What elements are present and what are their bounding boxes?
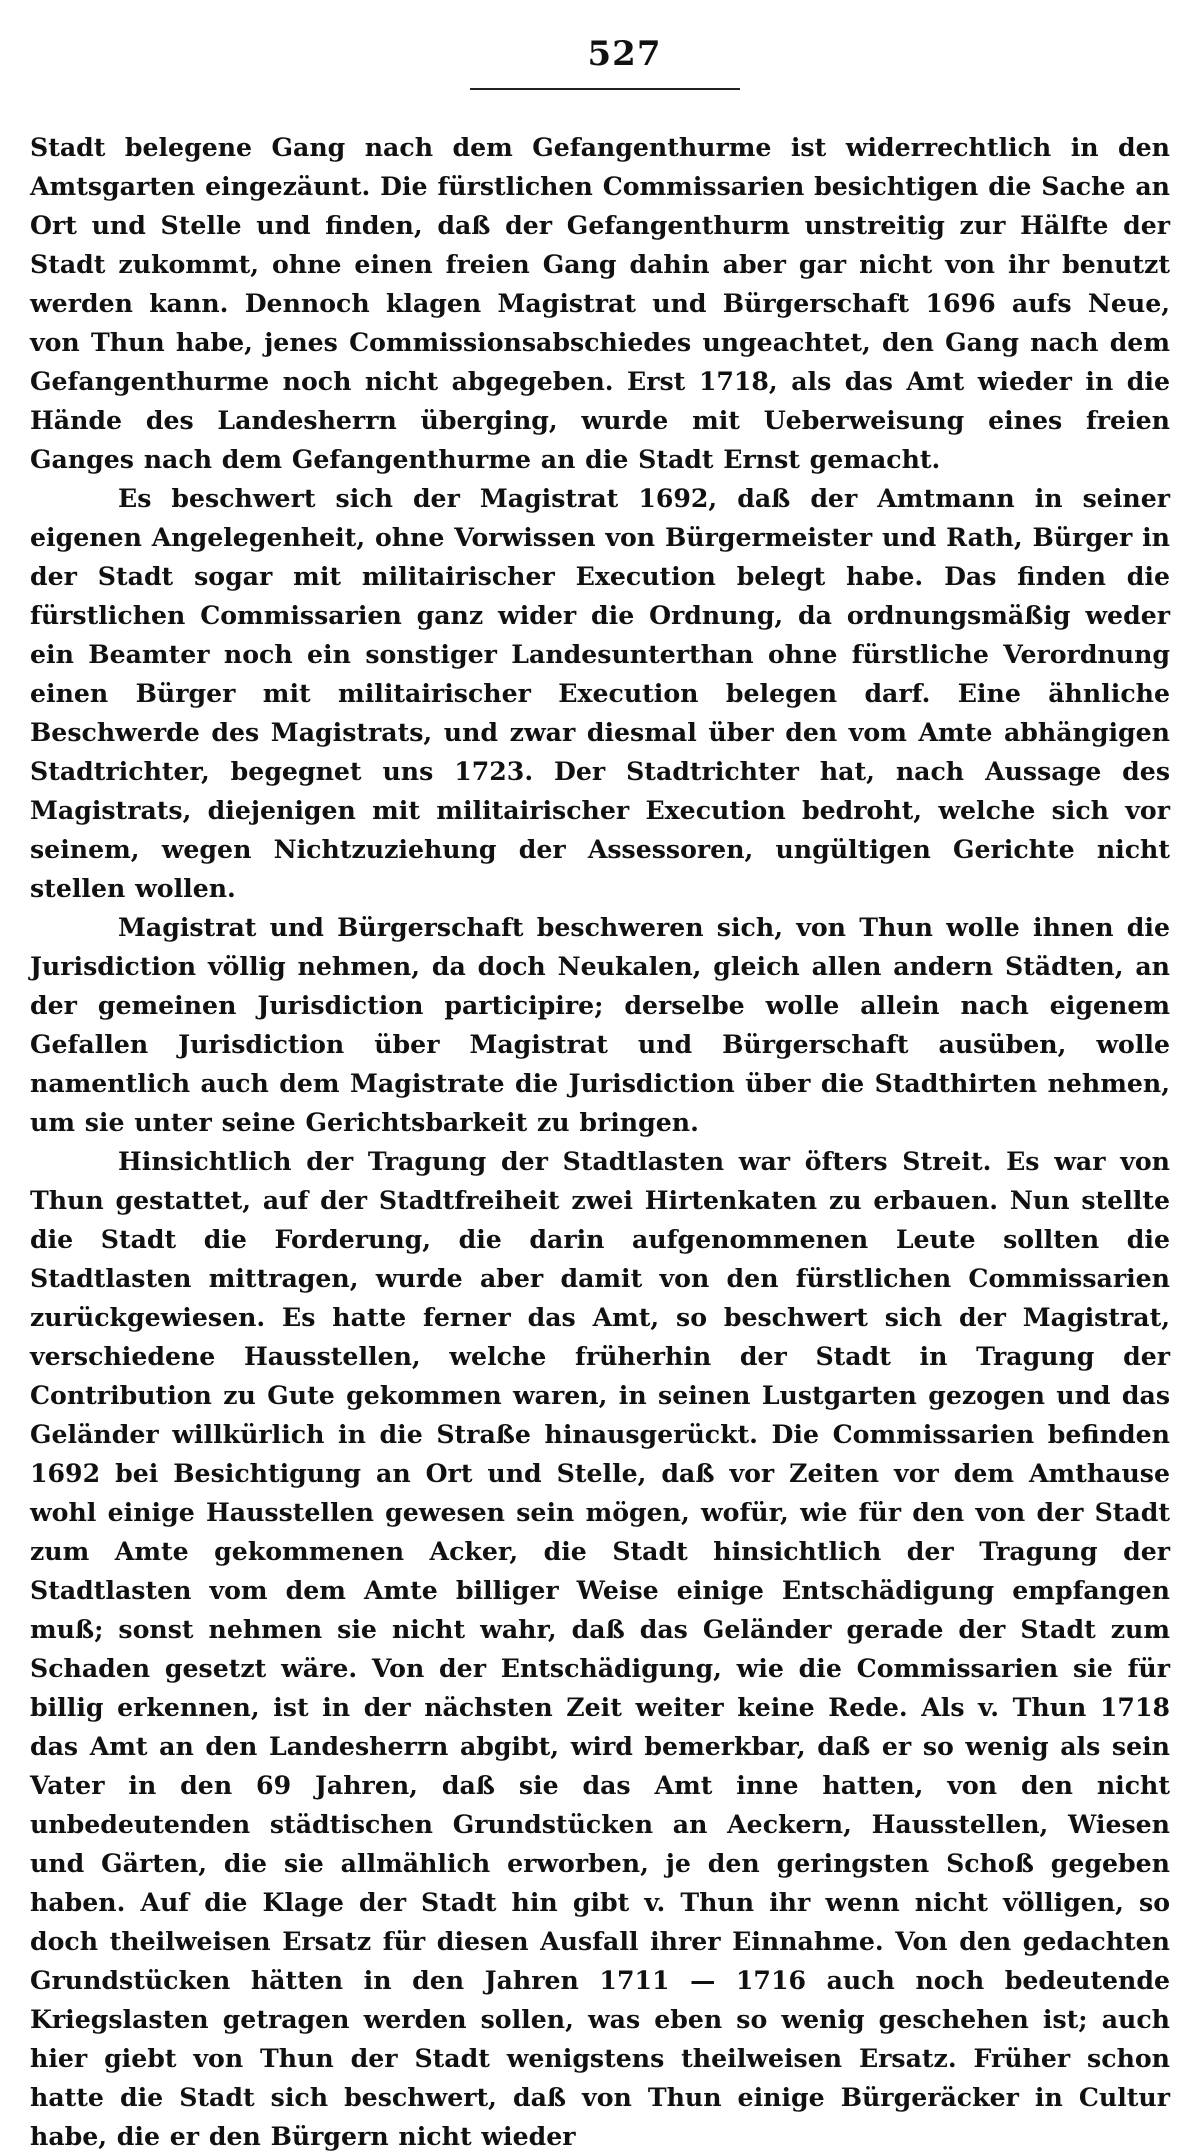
paragraph-4: Hinsichtlich der Tragung der Stadtlasten war öfters Streit. Es war von Thun gestattet, auf der Stadtfreiheit zwei Hirtenkaten zu erbauen. Nun stellte die Stadt die Forderung, die darin aufgenommenen Leute sollten die Stadtlasten mittragen, wurde aber damit von den fürstlichen Commissarien zurückgewiesen. Es hatte ferner das Amt, so beschwert sich der Magistrat, verschiedene Hausstellen, welche früherhin der Stadt in Tragung der Contribution zu Gute gekommen waren, in seinen Lustgarten gezogen und das Geländer willkürlich in die Straße hinausgerückt. Die Commissarien befinden 1692 bei Besichtigung an Ort und Stelle, daß vor Zeiten vor dem Amthause wohl einige Hausstellen gewesen sein mögen, wofür, wie für den von der Stadt zum Amte gekommenen Acker, die Stadt hinsichtlich der Tragung der Stadtlasten vom dem Amte billiger Weise einige Entschädigung empfangen muß; sonst nehmen sie nicht wahr, daß das Geländer gerade der Stadt zum Schaden gesetzt wäre. Von der Entschädigung, wie die Commissarien sie für billig erkennen, ist in der nächsten Zeit weiter keine Rede. Als v. Thun 1718 das Amt an den Landesherrn abgibt, wird bemerkbar, daß er so wenig als sein Vater in den 69 Jahren, daß sie das Amt inne hatten, von den nicht unbedeutenden städtischen Grundstücken an Aeckern, Hausstellen, Wiesen und Gärten, die sie allmählich erworben, je den geringsten Schoß gegeben haben. Auf die Klage der Stadt hin gibt v. Thun ihr wenn nicht völligen, so doch theilweisen Ersatz für diesen Ausfall ihrer Einnahme. Von den gedachten Grundstücken hätten in den Jahren 1711 — 1716 auch noch bedeutende Kriegslasten getragen werden sollen, was eben so wenig geschehen ist; auch hier giebt von Thun der Stadt wenigstens theilweisen Ersatz. Früher schon hatte die Stadt sich beschwert, daß von Thun einige Bürgeräcker in Cultur habe, die er den Bürgern nicht wieder — [30, 1146, 1170, 2151]
page-number: 527 — [587, 34, 662, 74]
header-rule — [470, 88, 740, 90]
paragraph-1: Stadt belegene Gang nach dem Gefangenthurme ist widerrechtlich in den Amtsgarten eingezäunt. Die fürstlichen Commissarien besichtigen die Sache an Ort und Stelle und finden, daß der Gefangenthurm unstreitig zur Hälfte der Stadt zukommt, ohne einen freien Gang dahin aber gar nicht von ihr benutzt werden kann. Dennoch klagen Magistrat und Bürgerschaft 1696 aufs Neue, von Thun habe, jenes Commissionsabschiedes ungeachtet, den Gang nach dem Gefangenthurme noch nicht abgegeben. Erst 1718, als das Amt wieder in die Hände des Landesherrn überging, wurde mit Ueberweisung eines freien Ganges nach dem Gefangenthurme an die Stadt Ernst gemacht. — [30, 132, 1170, 474]
body-text — [30, 128, 1170, 2156]
paragraph-2: Es beschwert sich der Magistrat 1692, daß der Amtmann in seiner eigenen Angelegenheit, ohne Vorwissen von Bürgermeister und Rath, Bürger in der Stadt sogar mit militairischer Execution belegt habe. Das finden die fürstlichen Commissarien ganz wider die Ordnung, da ordnungsmäßig weder ein Beamter noch ein sonstiger Landesunterthan ohne fürstliche Verordnung einen Bürger mit militairischer Execution belegen darf. Eine ähnliche Beschwerde des Magistrats, und zwar diesmal über den vom Amte abhängigen Stadtrichter, begegnet uns 1723. Der Stadtrichter hat, nach Aussage des Magistrats, diejenigen mit militairischer Execution bedroht, welche sich vor seinem, wegen Nichtzuziehung der Assessoren, ungültigen Gerichte nicht stellen wollen. — [30, 483, 1170, 903]
paragraph-3: Magistrat und Bürgerschaft beschweren sich, von Thun wolle ihnen die Jurisdiction völlig nehmen, da doch Neukalen, gleich allen andern Städten, an der gemeinen Jurisdiction participire; derselbe wolle allein nach eigenem Gefallen Jurisdiction über Magistrat und Bürgerschaft ausüben, wolle namentlich auch dem Magistrate die Jurisdiction über die Stadthirten nehmen, um sie unter seine Gerichtsbarkeit zu bringen. — [30, 912, 1170, 1137]
